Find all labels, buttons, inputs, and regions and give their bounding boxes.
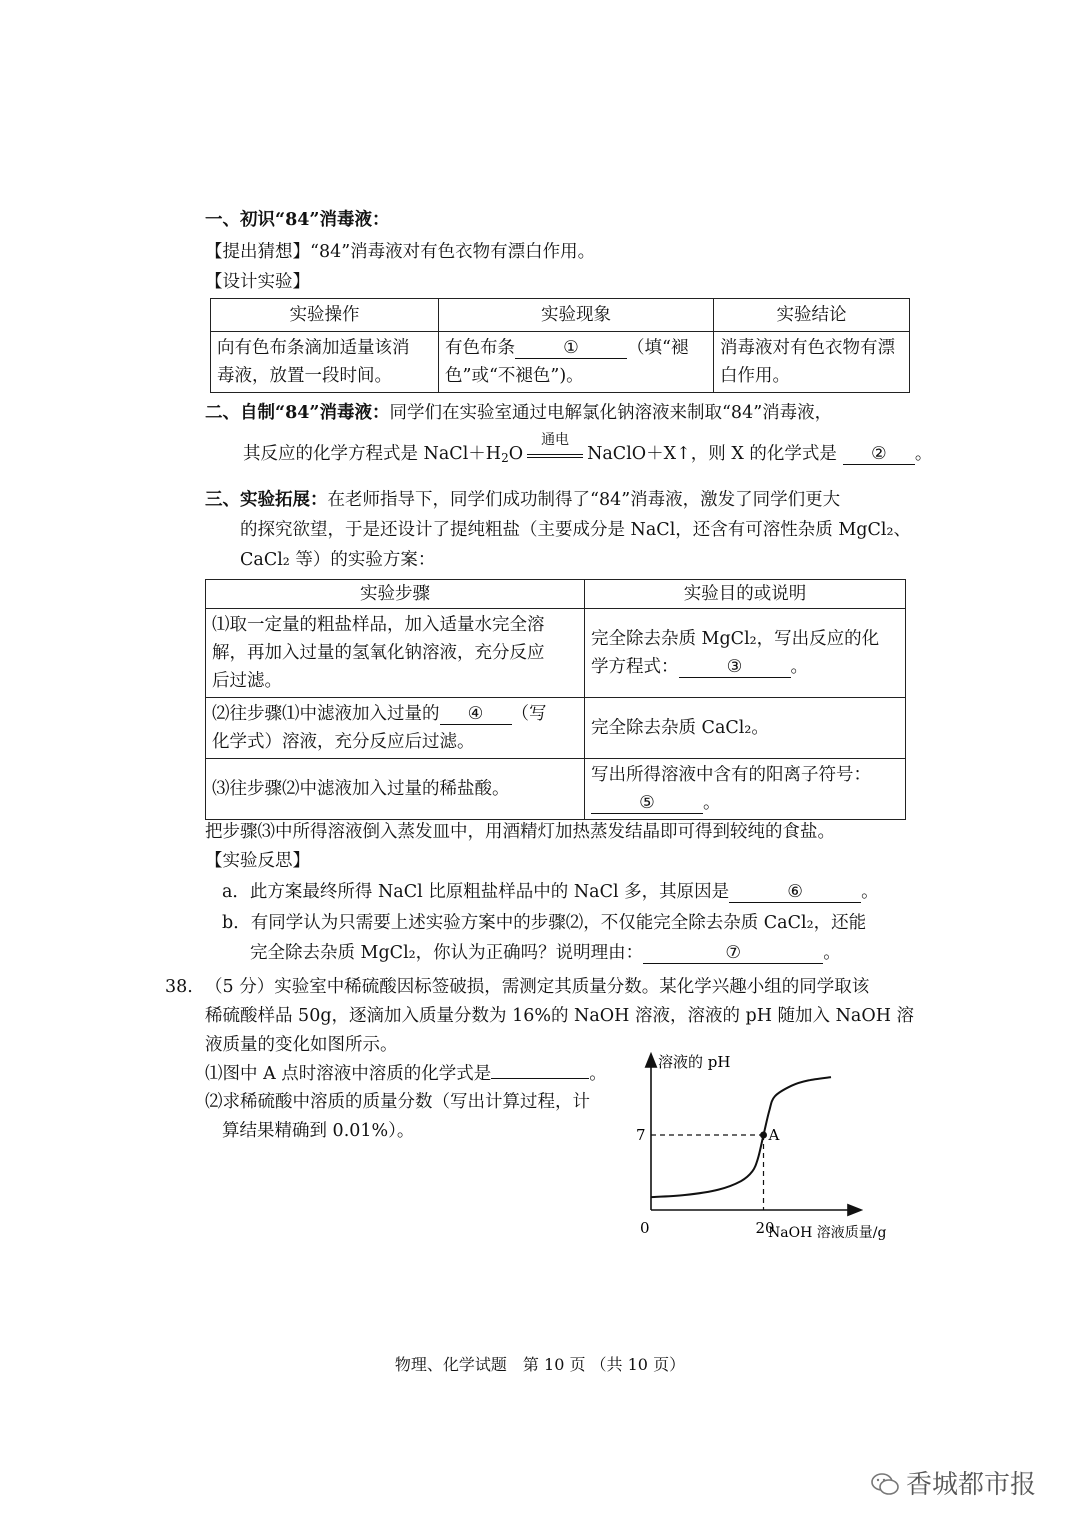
chemical-equation — [243, 431, 933, 480]
experiment-table-1 — [210, 298, 910, 393]
table2-header-steps: 实验步骤 — [206, 580, 585, 609]
sub1-end: 。 — [589, 1064, 607, 1084]
answer-blank-2[interactable]: ② — [843, 444, 915, 465]
reflection-a-end: 。 — [861, 882, 879, 902]
section3-line1 — [205, 488, 840, 512]
y-tick-7: 7 — [636, 1126, 646, 1144]
answer-blank-6[interactable]: ⑥ — [729, 882, 861, 903]
y-axis-label: 溶液的 pH — [658, 1053, 731, 1071]
phenomenon-prefix: 有色布条 — [445, 338, 515, 358]
section3-heading: 三、实验拓展： — [205, 490, 328, 510]
table2-purpose3-cell — [585, 759, 906, 820]
purpose3-line1: 写出所得溶液中含有的阳离子符号： — [591, 765, 871, 785]
table2-header-purpose: 实验目的或说明 — [585, 580, 906, 609]
table2-purpose1-cell — [585, 609, 906, 698]
step2-prefix: ⑵往步骤⑴中滤液加入过量的 — [212, 704, 440, 724]
hypothesis-text: 【提出猜想】“84”消毒液对有色衣物有漂白作用。 — [205, 242, 596, 262]
reaction-condition-sign — [527, 431, 583, 467]
section3-text-line2: 的探究欲望，于是还设计了提纯粗盐（主要成分是 NaCl，还含有可溶性杂质 MgCl₂、 — [240, 520, 911, 540]
x-tick-0: 0 — [640, 1219, 650, 1237]
ph-curve — [651, 1077, 831, 1197]
reflection-a — [222, 880, 879, 904]
step2-line2: 化学式）溶液，充分反应后过滤。 — [212, 732, 475, 752]
answer-blank-7[interactable]: ⑦ — [643, 943, 823, 964]
answer-blank-3[interactable]: ③ — [679, 657, 791, 678]
step2-suffix: （写 — [511, 704, 547, 724]
point-a-label: A — [768, 1126, 780, 1144]
phenomenon-line2: 色”或“不褪色”)。 — [445, 366, 584, 386]
question-38-sub1 — [205, 1062, 607, 1086]
table2-step1-cell — [206, 609, 585, 698]
purpose1-prefix: 学方程式： — [591, 657, 679, 677]
purpose3-end: 。 — [703, 793, 721, 813]
sub1-text: ⑴图中 A 点时溶液中溶质的化学式是 — [205, 1064, 492, 1084]
question-38-number: 38. — [165, 977, 193, 997]
watermark — [870, 1464, 1036, 1501]
table1-conclusion-line2: 白作用。 — [720, 366, 790, 386]
step1-line2: 解，再加入过量的氢氧化钠溶液，充分反应 — [212, 643, 545, 663]
answer-blank-a-point[interactable] — [491, 1078, 589, 1079]
section3-text-line3: CaCl₂ 等）的实验方案： — [240, 550, 436, 570]
table1-operation-cell — [211, 332, 439, 393]
section1-heading: 一、初识“84”消毒液： — [205, 210, 390, 230]
section3-text-line1: 在老师指导下，同学们成功制得了“84”消毒液，激发了同学们更大 — [327, 490, 841, 510]
question-38-sub2-line1: ⑵求稀硫酸中溶质的质量分数（写出计算过程，计 — [205, 1092, 590, 1112]
question-38-line3: 液质量的变化如图所示。 — [205, 1035, 398, 1055]
watermark-text: 香城都市报 — [906, 1470, 1037, 1500]
table1-phenomenon-cell — [439, 332, 714, 393]
equation-o: O — [508, 444, 524, 464]
purpose1-end: 。 — [790, 657, 808, 677]
table1-header-phenomenon: 实验现象 — [439, 299, 714, 332]
evaporation-text: 把步骤⑶中所得溶液倒入蒸发皿中，用酒精灯加热蒸发结晶即可得到较纯的食盐。 — [205, 822, 835, 842]
x-tick-20: 20 — [755, 1219, 775, 1237]
purpose1-line1: 完全除去杂质 MgCl₂，写出反应的化 — [591, 629, 880, 649]
point-a-marker — [760, 1132, 767, 1139]
step1-line1: ⑴取一定量的粗盐样品，加入适量水完全溶 — [212, 615, 545, 635]
reflection-b-end: 。 — [823, 943, 841, 963]
question-38-line1: （5 分）实验室中稀硫酸因标签破损，需测定其质量分数。某化学兴趣小组的同学取该 — [205, 977, 870, 997]
table1-conclusion-line1: 消毒液对有色衣物有漂 — [720, 338, 895, 358]
phenomenon-suffix: （填“褪 — [627, 338, 689, 358]
section2-text: 同学们在实验室通过电解氯化钠溶液来制取“84”消毒液， — [389, 403, 833, 423]
answer-blank-5[interactable]: ⑤ — [591, 793, 703, 814]
equation-prefix: 其反应的化学方程式是 NaCl＋H — [243, 444, 502, 464]
reflection-b-line1: b．有同学认为只需要上述实验方案中的步骤⑵，不仅能完全除去杂质 CaCl₂，还能 — [222, 913, 867, 933]
reaction-condition: 通电 — [541, 431, 570, 448]
ph-curve-chart — [620, 1045, 920, 1255]
table1-operation-line2: 毒液，放置一段时间。 — [217, 366, 392, 386]
question-38-line2: 稀硫酸样品 50g，逐滴加入质量分数为 16%的 NaOH 溶液，溶液的 pH 随加入 NaOH 溶 — [205, 1006, 915, 1026]
step1-line3: 后过滤。 — [212, 671, 282, 691]
table1-operation-line1: 向有色布条滴加适量该消 — [217, 338, 410, 358]
table1-header-operation: 实验操作 — [211, 299, 439, 332]
reflection-b-text: 完全除去杂质 MgCl₂，你认为正确吗？说明理由： — [250, 943, 644, 963]
x-axis-label: NaOH 溶液质量/g — [768, 1225, 887, 1241]
reflection-a-text: a．此方案最终所得 NaCl 比原粗盐样品中的 NaCl 多，其原因是 — [222, 882, 730, 902]
question-38-sub2-line2: 算结果精确到 0.01%）。 — [222, 1121, 415, 1141]
reflection-label: 【实验反思】 — [205, 851, 310, 871]
section2-heading: 二、自制“84”消毒液： — [205, 403, 390, 423]
equation-end: 。 — [914, 444, 933, 464]
answer-blank-1[interactable]: ① — [515, 338, 627, 359]
reflection-b-line2 — [250, 941, 841, 965]
design-label: 【设计实验】 — [205, 272, 310, 292]
table2-purpose2-cell: 完全除去杂质 CaCl₂。 — [585, 698, 906, 759]
answer-blank-4[interactable]: ④ — [440, 704, 512, 725]
section2-block — [205, 401, 832, 425]
equation-products: NaClO＋X↑，则 X 的化学式是 — [587, 444, 837, 464]
table2-step3-cell: ⑶往步骤⑵中滤液加入过量的稀盐酸。 — [206, 759, 585, 820]
table2-step2-cell — [206, 698, 585, 759]
page-footer: 物理、化学试题 第 10 页 （共 10 页） — [394, 1355, 686, 1374]
table1-conclusion-cell — [714, 332, 910, 393]
experiment-table-2 — [205, 579, 906, 820]
table1-header-conclusion: 实验结论 — [714, 299, 910, 332]
wechat-icon — [870, 1471, 900, 1497]
equation-subscript: 2 — [501, 451, 509, 465]
